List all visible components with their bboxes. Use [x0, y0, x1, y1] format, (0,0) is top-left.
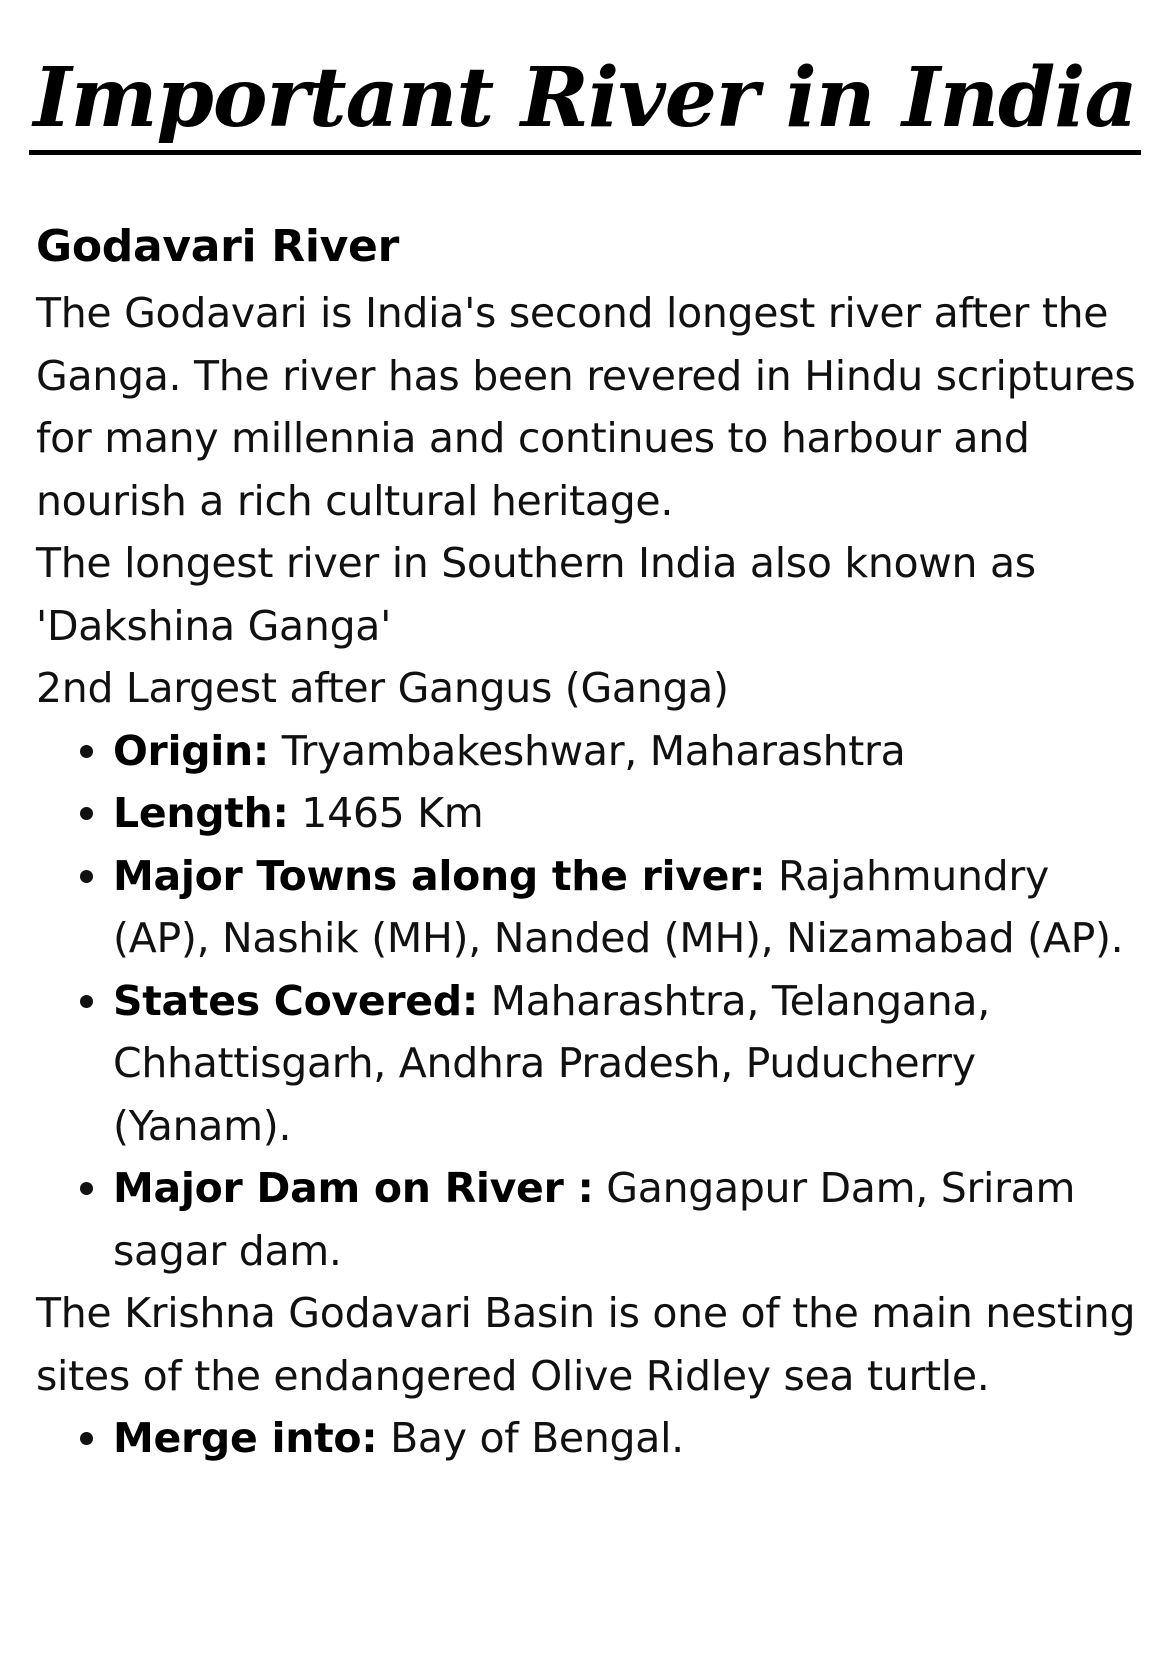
intro-paragraph: The Godavari is India's second longest river after the Ganga. The river has been revered in Hindu scriptures for many millennia and continues to harbour and nourish a rich cultural heritage. [36, 289, 1136, 525]
fact-merge-into [36, 1407, 1146, 1470]
fact-label: Length: [113, 789, 289, 837]
fact-value: Rajahmundry (AP), Nashik (MH), Nanded (MH), Nizamabad (AP). [113, 851, 1124, 962]
final-facts-list [36, 1407, 1146, 1470]
basin-paragraph: The Krishna Godavari Basin is one of the main nesting sites of the endangered Olive Ridley sea turtle. [36, 1289, 1136, 1400]
page-title [0, 48, 1170, 155]
page-title-text: Important River in India [29, 48, 1140, 155]
fact-value: Gangapur Dam, Sriram sagar dam. [113, 1164, 1076, 1275]
largest-line: 2nd Largest after Gangus (Ganga) [36, 664, 729, 712]
facts-list [36, 720, 1146, 1283]
fact-major-towns [36, 845, 1146, 970]
southern-india-line: The longest river in Southern India also known as 'Dakshina Ganga' [36, 539, 1036, 650]
fact-states-covered [36, 970, 1146, 1158]
section-heading: Godavari River [36, 221, 399, 272]
fact-label: Merge into: [113, 1414, 378, 1462]
fact-value: 1465 Km [288, 789, 484, 837]
river-section [36, 212, 1146, 1470]
fact-label: Major Towns along the river: [113, 851, 766, 900]
fact-value: Bay of Bengal. [377, 1414, 684, 1462]
fact-label: Origin: [113, 726, 270, 775]
fact-label: States Covered: [113, 976, 478, 1025]
fact-value: Maharashtra, Telangana, Chhattisgarh, Andhra Pradesh, Puducherry (Yanam). [113, 976, 990, 1150]
fact-length [36, 782, 1146, 845]
fact-label: Major Dam on River : [113, 1164, 594, 1212]
fact-major-dam [36, 1157, 1146, 1282]
fact-origin [36, 720, 1146, 783]
fact-value: Tryambakeshwar, Maharashtra [269, 726, 906, 775]
